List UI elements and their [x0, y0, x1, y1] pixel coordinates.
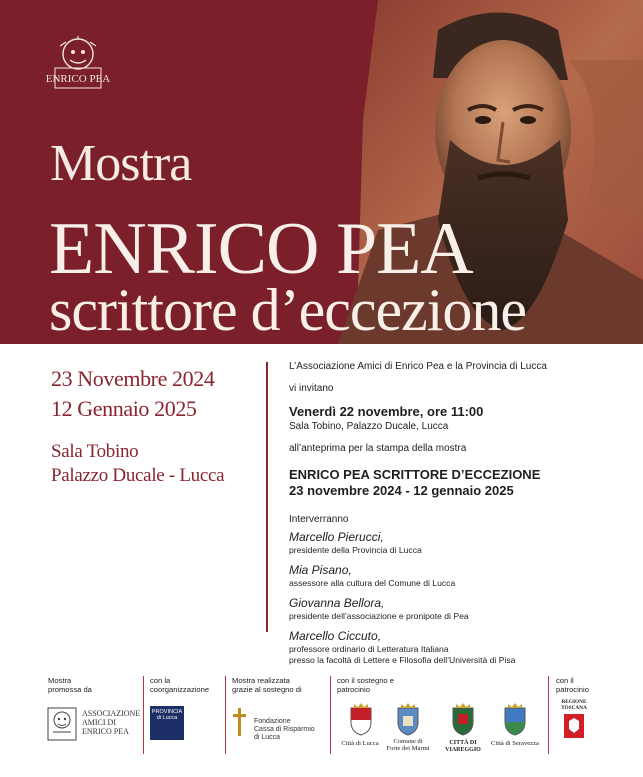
- speaker-name: Mia Pisano,: [289, 563, 352, 577]
- sostegno-label: con il sostegno e patrocinio: [337, 676, 394, 694]
- page-subtitle: scrittore d’eccezione: [49, 277, 527, 343]
- fondazione-logo: [232, 706, 248, 738]
- speaker-role: presidente dell’associazione e pronipote di Pea: [289, 611, 469, 621]
- speaker-name: Marcello Pierucci,: [289, 530, 384, 544]
- association-logo: [47, 707, 77, 741]
- invite-preview: all’anteprima per la stampa della mostra: [289, 443, 467, 454]
- association-name: ASSOCIAZIONE AMICI DI ENRICO PEA: [82, 709, 141, 736]
- city-forte: Comune di Forte dei Marmi: [386, 738, 430, 752]
- lucca-crest-icon: [348, 702, 374, 736]
- enrico-pea-logo: [45, 34, 111, 92]
- invite-intro: L’Associazione Amici di Enrico Pea e la Provincia di Lucca: [289, 361, 547, 372]
- speaker-item: [289, 563, 634, 589]
- venue-place: Palazzo Ducale - Lucca: [51, 465, 225, 486]
- seravezza-crest-icon: [502, 702, 528, 736]
- speakers-label: Interverranno: [289, 514, 349, 525]
- patrocinio-label: con il patrocinio: [556, 676, 589, 694]
- header-banner: [0, 0, 643, 344]
- city-seravezza: Città di Seravezza: [491, 740, 539, 747]
- mostra-label: Mostra: [50, 135, 192, 192]
- fondazione-name: Fondazione Cassa di Risparmio di Lucca: [254, 718, 315, 741]
- logo-lettering: ENRICO PEA: [45, 73, 111, 85]
- speaker-item: [289, 629, 634, 666]
- city-lucca: Città di Lucca: [341, 740, 379, 747]
- speaker-name: Marcello Ciccuto,: [289, 629, 382, 643]
- coorganizzazione-label: con la coorganizzazione: [150, 676, 210, 694]
- invite-when: Venerdì 22 novembre, ore 11:00: [289, 404, 484, 419]
- footer-separator: [548, 676, 549, 754]
- show-dates: 23 novembre 2024 - 12 gennaio 2025: [289, 483, 514, 498]
- promossa-label: Mostra promossa da: [48, 676, 92, 694]
- invite-invitano: vi invitano: [289, 383, 334, 394]
- dates-column: [51, 364, 224, 488]
- invitation-text: [289, 360, 634, 666]
- venue-block: [51, 440, 224, 488]
- sponsors-footer: [0, 676, 643, 777]
- provincia-logo: PROVINCIA di Lucca: [150, 706, 184, 740]
- footer-separator: [225, 676, 226, 754]
- viareggio-crest-icon: [450, 702, 476, 736]
- forte-crest-icon: [395, 702, 421, 736]
- start-date: 23 Novembre 2024: [51, 366, 215, 391]
- speaker-item: [289, 530, 634, 556]
- realizzata-label: Mostra realizzata grazie al sostegno di: [232, 676, 302, 694]
- regione-toscana-logo: [560, 713, 588, 739]
- speaker-name: Giovanna Bellora,: [289, 596, 385, 610]
- show-title: ENRICO PEA SCRITTORE D’ECCEZIONE: [289, 467, 541, 482]
- footer-separator: [143, 676, 144, 754]
- invite-where: Sala Tobino, Palazzo Ducale, Lucca: [289, 421, 449, 432]
- page-title: ENRICO PEA: [49, 208, 473, 290]
- column-divider: [266, 362, 268, 632]
- speaker-role: professore ordinario di Letteratura Italiana: [289, 644, 449, 654]
- speaker-item: [289, 596, 634, 622]
- city-viareggio: CITTÀ DI VIAREGGIO: [445, 740, 481, 753]
- regione-name: REGIONE TOSCANA: [561, 699, 587, 711]
- end-date: 12 Gennaio 2025: [51, 396, 197, 421]
- speaker-role-extra: presso la facoltà di Lettere e Filosofia dell’Università di Pisa: [289, 655, 516, 665]
- venue-room: Sala Tobino: [51, 441, 139, 462]
- speaker-role: presidente della Provincia di Lucca: [289, 545, 422, 555]
- speaker-role: assessore alla cultura del Comune di Lucca: [289, 578, 456, 588]
